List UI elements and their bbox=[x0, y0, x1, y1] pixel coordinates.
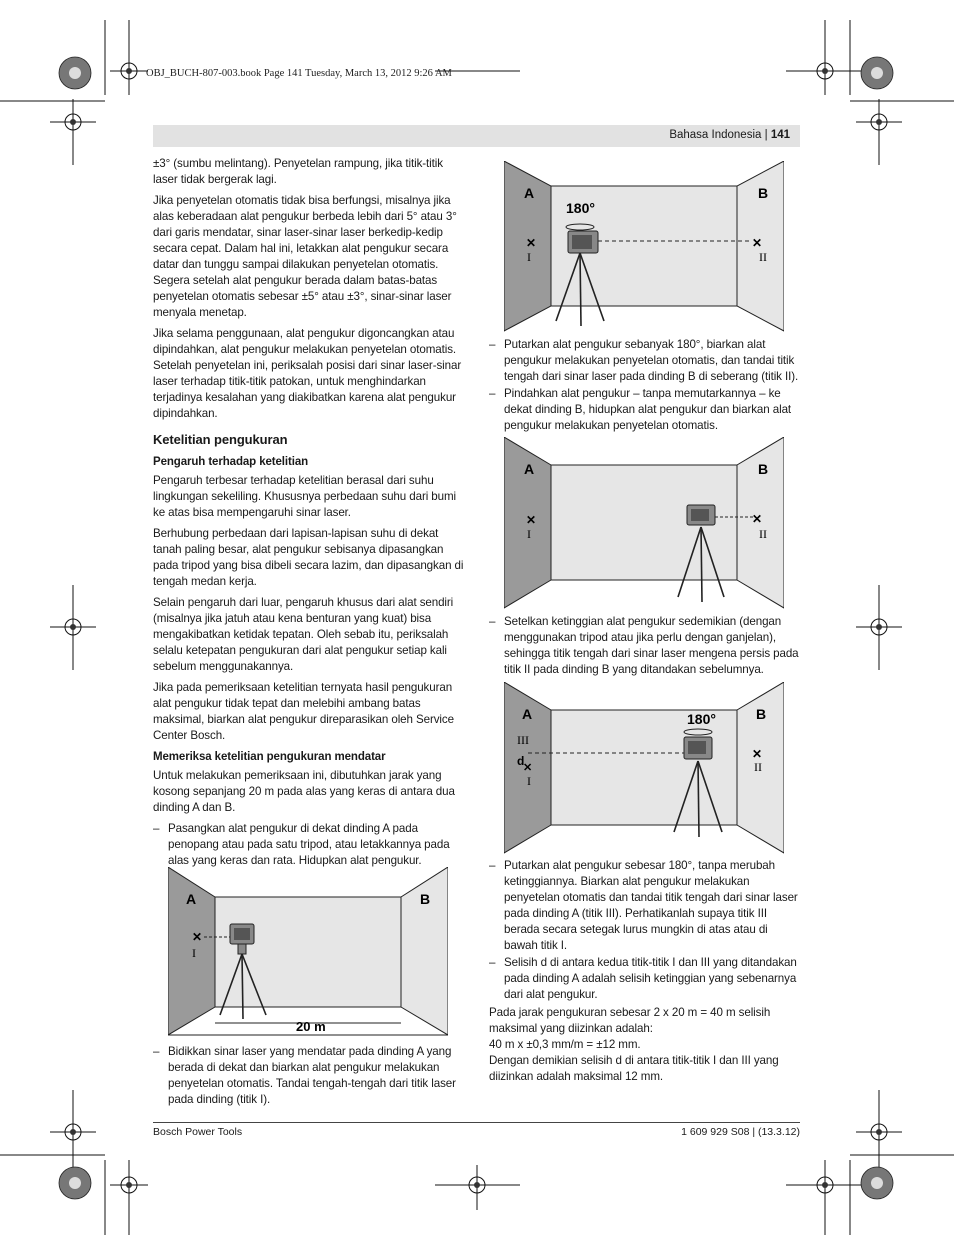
file-info-line: OBJ_BUCH-807-003.book Page 141 Tuesday, March 13, 2012 9:26 AM bbox=[146, 68, 452, 79]
figure-2 bbox=[504, 161, 784, 332]
footer-doc-number: 1 609 929 S08 | (13.3.12) bbox=[681, 1126, 800, 1138]
list-item: – Putarkan alat pengukur sebanyak 180°, biarkan alat pengukur melakukan penyetelan otomatis, dan tandai titik tengah dari sinar laser pada dinding B di seberang (titik II). bbox=[489, 337, 801, 385]
point-i-label: I bbox=[527, 774, 531, 788]
figure-4 bbox=[504, 682, 784, 854]
header-text bbox=[669, 129, 800, 141]
mark-x-icon: ✕ bbox=[752, 512, 763, 526]
wall-a-label: A bbox=[524, 461, 535, 477]
paragraph: Pengaruh terbesar terhadap ketelitian berasal dari suhu lingkungan sekeliling. Khususnya perbedaan suhu dari bumi ke atas bisa mempengaruhi sinar laser. bbox=[153, 474, 457, 519]
paragraph: Berhubung perbedaan dari lapisan-lapisan suhu di dekat tanah paling besar, alat pengukur sebisanya dipasangkan pada tripod yang bisa dibeli secara lazim, dan dipasangkan di tengah medan kerja. bbox=[153, 527, 464, 588]
left-column-bottom bbox=[153, 1044, 465, 1110]
wall-b-label: B bbox=[420, 891, 431, 907]
footer-divider bbox=[153, 1122, 800, 1123]
wall-b-label: B bbox=[758, 461, 769, 477]
paragraph: Jika selama penggunaan, alat pengukur digoncangkan atau dipindahkan, alat pengukur melakukan penyetelan otomatis. Setelah penyetelan ini, periksalah posisi dari sinar laser-sinar laser terhadap titik-titik patokan, untuk menghindarkan terjadinya kesalahan yang diakibatkan karena alat pengukur dipindahkan. bbox=[153, 327, 462, 420]
mark-x-icon: ✕ bbox=[192, 930, 203, 944]
subheading: Memeriksa ketelitian pengukuran mendatar bbox=[153, 751, 386, 763]
point-ii-label: II bbox=[759, 527, 767, 541]
page-number: 141 bbox=[770, 129, 790, 141]
distance-label: 20 m bbox=[296, 1019, 326, 1034]
paragraph: Jika pada pemeriksaan ketelitian ternyata hasil pengukuran alat pengukur tidak tepat dan melebihi ambang batas maksimal, biarkan alat pengukur direparasikan oleh Service Center Bosch. bbox=[153, 681, 454, 742]
wall-b-label: B bbox=[758, 185, 769, 201]
mark-x-icon: ✕ bbox=[523, 762, 533, 774]
wall-b-label: B bbox=[756, 706, 767, 722]
wall-a-label: A bbox=[186, 891, 197, 907]
paragraph: ±3° (sumbu melintang). Penyetelan rampung, jika titik-titik laser tidak bergerak lagi. bbox=[153, 157, 443, 186]
wall-a-label: A bbox=[522, 706, 533, 722]
difference-label: d bbox=[517, 754, 525, 768]
step-list bbox=[153, 1044, 465, 1108]
left-column bbox=[153, 156, 465, 871]
right-column-c bbox=[489, 858, 801, 1090]
list-item: – Selisih d di antara kedua titik-titik I dan III yang ditandakan pada dinding A adalah selisih ketinggian yang sebenarnya dari alat pengukur. bbox=[489, 955, 801, 1003]
list-item: – Putarkan alat pengukur sebesar 180°, tanpa merubah ketinggiannya. Biarkan alat pengukur melakukan penyetelan otomatis dan tandai titik tengah dari sinar laser pada dinding A (titik III). Perhatikanlah supaya titik III berada secara setegak lurus mungkin di atas atau di bawah titik I. bbox=[489, 858, 801, 954]
paragraph: 40 m x ±0,3 mm/m = ±12 mm. bbox=[489, 1038, 641, 1051]
page-header bbox=[153, 125, 800, 147]
figure-1 bbox=[168, 867, 448, 1037]
step-list bbox=[489, 858, 801, 1003]
mark-x-icon: ✕ bbox=[526, 513, 537, 527]
point-i-label: I bbox=[527, 250, 531, 264]
header-separator: | bbox=[764, 129, 768, 141]
rotation-label: 180° bbox=[687, 711, 716, 727]
section-heading: Ketelitian pengukuran bbox=[153, 432, 288, 447]
point-iii-label: III bbox=[517, 733, 529, 747]
paragraph: Dengan demikian selisih d di antara titik-titik I dan III yang diizinkan adalah maksimal 12 mm. bbox=[489, 1054, 779, 1083]
step-list bbox=[489, 614, 801, 678]
paragraph: Untuk melakukan pemeriksaan ini, dibutuhkan jarak yang kosong sepanjang 20 m pada alas yang keras di antara dua dinding A dan B. bbox=[153, 769, 455, 814]
mark-x-icon: ✕ bbox=[752, 236, 763, 250]
subheading: Pengaruh terhadap ketelitian bbox=[153, 456, 309, 468]
step-list bbox=[489, 337, 801, 434]
list-item: – Pindahkan alat pengukur – tanpa memutarkannya – ke dekat dinding B, hidupkan alat pengukur dan biarkan alat pengukur melakukan penyetelan otomatis. bbox=[489, 386, 801, 434]
point-ii-label: II bbox=[754, 760, 762, 774]
point-i-label: I bbox=[527, 527, 531, 541]
point-ii-label: II bbox=[759, 250, 767, 264]
list-item: – Bidikkan sinar laser yang mendatar pada dinding A yang berada di dekat dan biarkan alat pengukur melakukan penyetelan otomatis. Tandai tengah-tengah dari titik laser pada dinding (titik I). bbox=[153, 1044, 465, 1108]
paragraph: Selain pengaruh dari luar, pengaruh khusus dari alat sendiri (misalnya jika jatuh atau kena benturan yang kuat) bisa mengakibatkan ketidak tepatan. Oleh sebab itu, periksalah selalu ketepatan pengukuran dari alat pengukur setiap kali sebelum menggunakannya. bbox=[153, 596, 454, 673]
footer-brand: Bosch Power Tools bbox=[153, 1126, 243, 1138]
paragraph: Jika penyetelan otomatis tidak bisa berfungsi, misalnya jika alas keberadaan alat pengukur berbeda lebih dari 5° atau 3° dari garis mendatar, sinar laser-sinar laser berkedip-kedip secara cepat. Dalam hal ini, letakkan alat pengukur secara datar dan tunggu sampai dilakukan penyetelan otomatis. Segera setelah alat pengukur berada dalam batas-batas penyetelan otomatis sebesar ±5° atau ±3°, sinar-sinar laser menyala menetap. bbox=[153, 194, 457, 319]
point-i-label: I bbox=[192, 946, 196, 960]
mark-x-icon: ✕ bbox=[752, 747, 763, 761]
header-language: Bahasa Indonesia bbox=[669, 129, 762, 141]
rotation-label: 180° bbox=[566, 200, 595, 216]
step-list bbox=[153, 821, 465, 869]
right-column-a bbox=[489, 337, 801, 436]
list-item: – Pasangkan alat pengukur di dekat dinding A pada penopang atau pada satu tripod, atau letakkannya pada alas yang keras dan rata. Hidupkan alat pengukur. bbox=[153, 821, 465, 869]
list-item: – Setelkan ketinggian alat pengukur sedemikian (dengan menggunakan tripod atau jika perlu dengan ganjelan), sehingga titik tengah dari sinar laser mengena persis pada titik II pada dinding B yang ditandakan sebelumnya. bbox=[489, 614, 801, 678]
figure-3 bbox=[504, 437, 784, 609]
right-column-b bbox=[489, 614, 801, 680]
mark-x-icon: ✕ bbox=[526, 236, 537, 250]
wall-a-label: A bbox=[524, 185, 535, 201]
paragraph: Pada jarak pengukuran sebesar 2 x 20 m = 40 m selisih maksimal yang diizinkan adalah: bbox=[489, 1006, 771, 1035]
